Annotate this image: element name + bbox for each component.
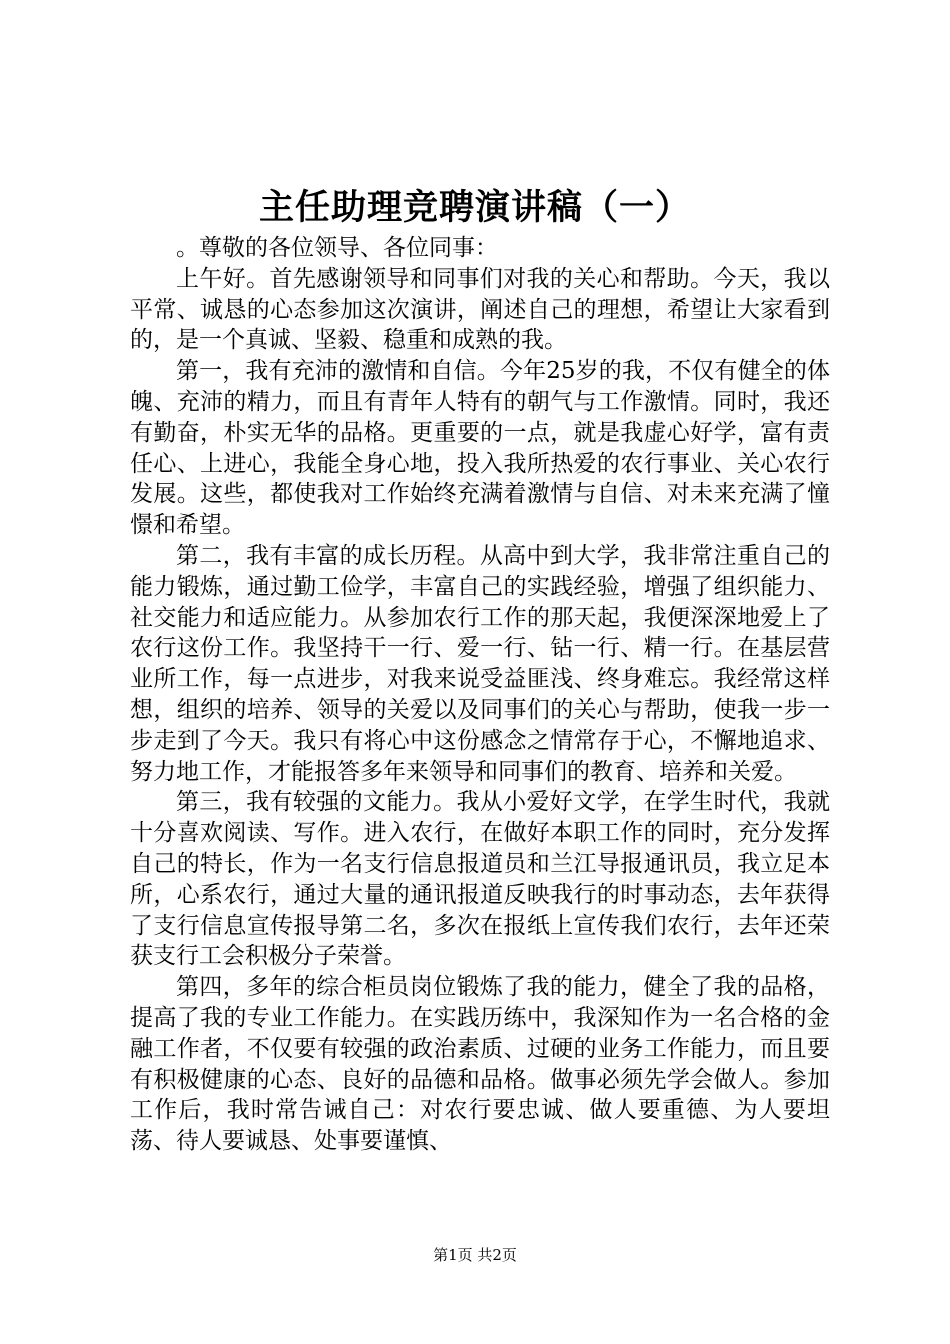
paragraph-first-point: 第一，我有充沛的激情和自信。今年25岁的我，不仅有健全的体魄、充沛的精力，而且有青年人特有的朝气与工作激情。同时，我还有勤奋，朴实无华的品格。更重要的一点，就是我虚心好学，富有责任心、上进心，我能全身心地，投入我所热爱的农行事业、关心农行发展。这些，都使我对工作始终充满着激情与自信、对未来充满了憧憬和希望。	[130, 358, 830, 539]
paragraph-second-point: 第二，我有丰富的成长历程。从高中到大学，我非常注重自己的能力锻炼，通过勤工俭学，丰富自己的实践经验，增强了组织能力、社交能力和适应能力。从参加农行工作的那天起，我便深深地爱上了农行这份工作。我坚持干一行、爱一行、钻一行、精一行。在基层营业所工作，每一点进步，对我来说受益匪浅、终身难忘。我经常这样想，组织的培养、领导的关爱以及同事们的关心与帮助，使我一步一步走到了今天。我只有将心中这份感念之情常存于心，不懈地追求、努力地工作，才能报答多年来领导和同事们的教育、培养和关爱。	[130, 542, 830, 785]
paragraph-fourth-point: 第四，多年的综合柜员岗位锻炼了我的能力，健全了我的品格，提高了我的专业工作能力。在实践历练中，我深知作为一名合格的金融工作者，不仅要有较强的政治素质、过硬的业务工作能力，而且要有积极健康的心态、良好的品德和品格。做事必须先学会做人。参加工作后，我时常告诫自己：对农行要忠诚、做人要重德、为人要坦荡、待人要诚恳、处事要谨慎、	[130, 974, 830, 1155]
paragraph-third-point: 第三，我有较强的文能力。我从小爱好文学，在学生时代，我就十分喜欢阅读、写作。进入农行，在做好本职工作的同时，充分发挥自己的特长，作为一名支行信息报道员和兰江导报通讯员，我立足本所，心系农行，通过大量的通讯报道反映我行的时事动态，去年获得了支行信息宣传报导第二名，多次在报纸上宣传我们农行，去年还荣获支行工会积极分子荣誉。	[130, 789, 830, 970]
document-body	[130, 233, 830, 1157]
document-title: 主任助理竞聘演讲稿（一）	[258, 187, 691, 228]
paragraph-opening: 上午好。首先感谢领导和同事们对我的关心和帮助。今天，我以平常、诚恳的心态参加这次演讲，阐述自己的理想，希望让大家看到的，是一个真诚、坚毅、稳重和成熟的我。	[130, 265, 830, 354]
page-number-footer: 第1页 共2页	[433, 1246, 517, 1264]
paragraph-greeting: 。尊敬的各位领导、各位同事：	[176, 235, 498, 261]
